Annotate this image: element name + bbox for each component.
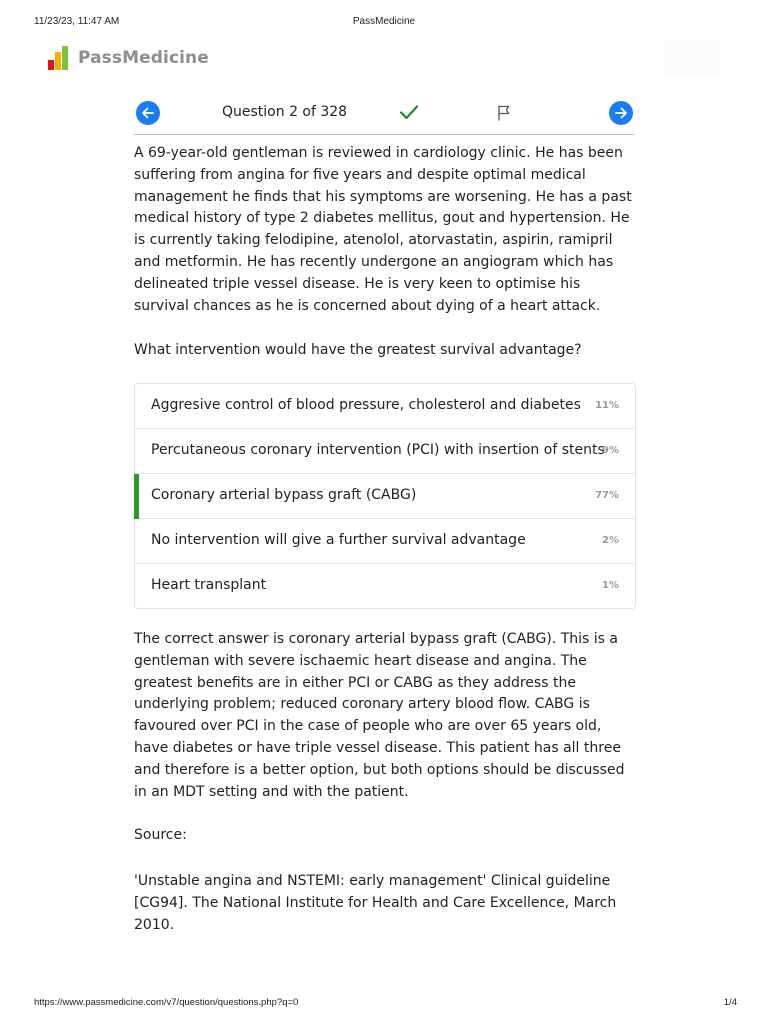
question-prompt: What intervention would have the greatest survival advantage? [134, 342, 582, 358]
answer-text: Percutaneous coronary intervention (PCI) with insertion of stents [151, 442, 605, 458]
answer-percent: 9% [602, 445, 619, 456]
answer-text: Aggresive control of blood pressure, cholesterol and diabetes [151, 397, 581, 413]
logo-bar-red [48, 60, 54, 70]
answer-text: Heart transplant [151, 577, 267, 593]
answer-option[interactable] [135, 429, 635, 474]
print-datetime: 11/23/23, 11:47 AM [34, 16, 120, 27]
checkmark-icon [399, 104, 419, 124]
answer-list [134, 383, 636, 609]
print-footer [0, 997, 768, 1011]
answer-option-correct[interactable] [135, 474, 635, 519]
question-stem: A 69-year-old gentleman is reviewed in cardiology clinic. He has been suffering from angina for five years and despite optimal medical management he finds that his symptoms are worsening. He has a past medical history of type 2 diabetes mellitus, gout and hypertension. He is currently taking felodipine, atenolol, atorvastatin, aspirin, ramipril and metformin. He has recently undergone an angiogram which has delineated triple vessel disease. He is very keen to optimise his survival chances as he is concerned about dying of a heart attack. [134, 145, 632, 314]
source-citation: 'Unstable angina and NSTEMI: early management' Clinical guideline [CG94]. The National Institute for Health and Care Excellence, March 2010. [134, 873, 617, 933]
answer-explanation: The correct answer is coronary arterial bypass graft (CABG). This is a gentleman with severe ischaemic heart disease and angina. The greatest benefits are in either PCI or CABG as they address the underlying problem; reduced coronary artery blood flow. CABG is favoured over PCI in the case of people who are over 65 years old, have diabetes or have triple vessel disease. This patient has all three and therefore is a better option, but both options should be discussed in an MDT setting and with the patient. [134, 631, 625, 800]
question-counter: Question 2 of 328 [222, 104, 348, 120]
source-label: Source: [134, 827, 187, 843]
answer-percent: 77% [595, 490, 619, 501]
answer-option[interactable] [135, 564, 635, 608]
bar-chart-logo-icon [48, 46, 72, 70]
arrow-right-icon [614, 106, 628, 120]
answer-text: Coronary arterial bypass graft (CABG) [151, 487, 417, 503]
answer-option[interactable] [135, 384, 635, 429]
arrow-left-icon [141, 106, 155, 120]
print-title: PassMedicine [352, 16, 416, 27]
logo-bar-yellow [55, 52, 61, 70]
previous-question-button[interactable] [136, 101, 160, 125]
brand-logo[interactable] [48, 46, 209, 70]
correct-indicator-bar [134, 474, 139, 519]
question-navigation [134, 98, 634, 135]
answer-percent: 1% [602, 580, 619, 591]
answer-text: No intervention will give a further survival advantage [151, 532, 526, 548]
answer-percent: 11% [595, 400, 619, 411]
menu-button[interactable] [664, 40, 720, 78]
print-header [0, 16, 768, 30]
print-page-number: 1/4 [723, 997, 737, 1008]
brand-name: PassMedicine [78, 48, 209, 68]
print-url: https://www.passmedicine.com/v7/question/questions.php?q=0 [34, 997, 299, 1008]
logo-bar-green [62, 46, 68, 70]
next-question-button[interactable] [609, 101, 633, 125]
flag-icon[interactable] [496, 104, 512, 126]
answer-option[interactable] [135, 519, 635, 564]
answer-percent: 2% [602, 535, 619, 546]
